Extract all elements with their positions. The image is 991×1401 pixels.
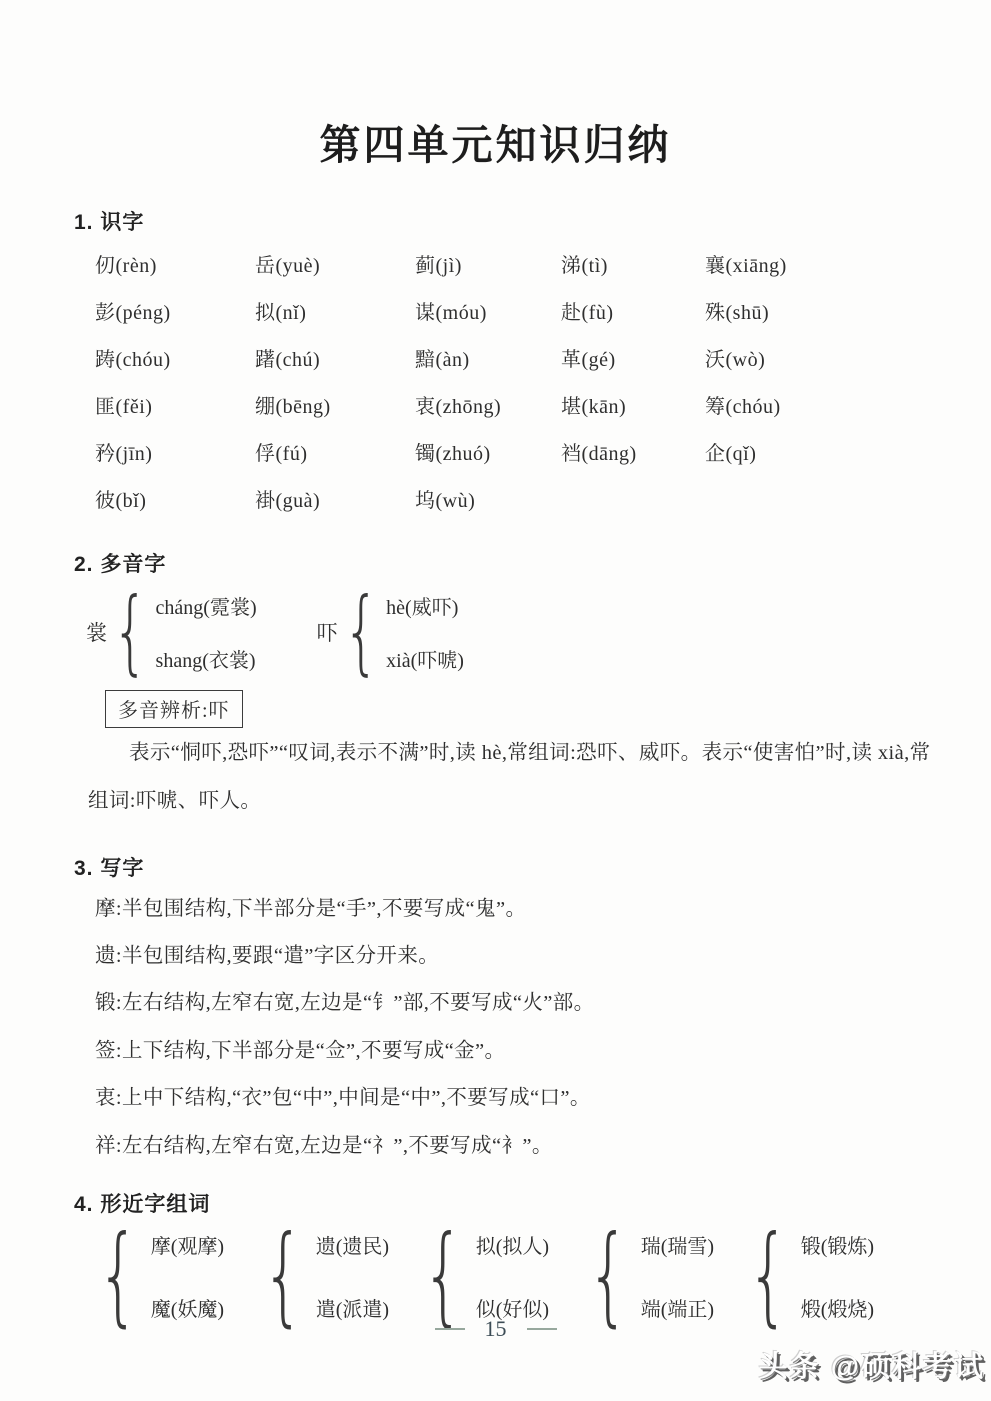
- section-heading-similar: 4. 形近字组词: [74, 1193, 211, 1216]
- section-heading-polyphonic: 2. 多音字: [74, 553, 167, 576]
- vocab-item: 镯(zhuó): [415, 443, 491, 465]
- similar-items: [476, 1230, 549, 1322]
- similar-group: [257, 1222, 417, 1330]
- left-brace-icon: [587, 1222, 630, 1330]
- left-brace-icon: [262, 1222, 305, 1330]
- reading-item: xià(吓唬): [386, 650, 464, 672]
- similar-items: [316, 1230, 389, 1322]
- vocab-item: 蓟(jì): [415, 255, 462, 277]
- similar-items: [151, 1230, 224, 1322]
- vocab-item: 彼(bǐ): [95, 490, 147, 512]
- writing-note: 摩:半包围结构,下半部分是“手”,不要写成“鬼”。: [95, 897, 527, 920]
- reading-item: hè(威吓): [386, 597, 459, 619]
- similar-item: 遗(遗民): [315, 1236, 390, 1258]
- similar-item: 端(端正): [640, 1299, 715, 1321]
- vocab-item: 矜(jīn): [95, 443, 153, 465]
- writing-notes: [95, 882, 935, 1166]
- vocab-item: 衷(zhōng): [415, 396, 502, 418]
- section-heading-recognition: 1. 识字: [74, 211, 145, 234]
- left-brace-icon: [422, 1222, 465, 1330]
- polyphonic-group: [86, 586, 257, 678]
- polyphonic-char: 裳: [86, 621, 107, 645]
- writing-note: 衷:上中下结构,“衣”包“中”,中间是“中”,不要写成“口”。: [95, 1087, 591, 1110]
- left-brace-icon: [97, 1222, 140, 1330]
- similar-char-groups: [92, 1222, 972, 1330]
- analysis-paragraph: 表示“恫吓,恐吓”“叹词,表示不满”时,读 hè,常组词:恐吓、威吓。表示“使害怕”时,读 xià,常组词:吓唬、吓人。: [88, 742, 931, 812]
- vocab-item: 筹(chóu): [705, 396, 781, 418]
- analysis-box-label: 多音辨析:吓: [105, 690, 243, 728]
- page-footer: [0, 1316, 991, 1342]
- left-brace-icon: [112, 586, 148, 678]
- vocab-item: 堪(kān): [561, 396, 627, 418]
- reading-item: cháng(霓裳): [155, 597, 257, 619]
- similar-group: [417, 1222, 582, 1330]
- left-brace-icon: [747, 1222, 790, 1330]
- page-title: 第四单元知识归纳: [319, 122, 672, 168]
- vocab-item: 沃(wò): [705, 349, 766, 371]
- similar-item: 魔(妖魔): [150, 1299, 225, 1321]
- similar-items: [641, 1230, 714, 1322]
- vocab-item: 拟(nǐ): [255, 302, 307, 324]
- vocab-item: 殊(shū): [705, 302, 770, 324]
- vocab-item: 彭(péng): [95, 302, 171, 324]
- footer-dash-icon: [435, 1328, 465, 1330]
- watermark: 头条 @硕科考试: [758, 1351, 985, 1383]
- vocab-item: 仞(rèn): [95, 255, 157, 277]
- similar-item: 煅(煅烧): [800, 1299, 875, 1321]
- vocab-item: 谋(móu): [415, 302, 487, 324]
- polyphonic-groups: [86, 586, 464, 678]
- footer-dash-icon: [527, 1328, 557, 1330]
- vocab-item: 坞(wù): [415, 490, 476, 512]
- vocab-item: 企(qǐ): [705, 443, 757, 465]
- page-number: 15: [484, 1316, 507, 1341]
- similar-item: 瑞(瑞雪): [640, 1236, 715, 1258]
- similar-item: 摩(观摩): [150, 1236, 225, 1258]
- vocab-item: 绷(bēng): [255, 396, 331, 418]
- similar-group: [92, 1222, 257, 1330]
- similar-group: [742, 1222, 874, 1330]
- polyphonic-readings: [156, 591, 257, 673]
- vocab-item: 俘(fú): [255, 443, 308, 465]
- vocab-item: 黯(àn): [415, 349, 470, 371]
- writing-note: 锻:左右结构,左窄右宽,左边是“钅”部,不要写成“火”部。: [95, 992, 595, 1015]
- left-brace-icon: [343, 586, 379, 678]
- polyphonic-group: [317, 586, 464, 678]
- similar-item: 遣(派遣): [315, 1299, 390, 1321]
- similar-item: 似(好似): [475, 1299, 550, 1321]
- vocab-item: 匪(fěi): [95, 396, 153, 418]
- writing-note: 签:上下结构,下半部分是“佥”,不要写成“金”。: [95, 1039, 506, 1062]
- vocab-grid: [95, 240, 945, 522]
- vocab-item: 涕(tì): [561, 255, 608, 277]
- similar-group: [582, 1222, 742, 1330]
- vocab-item: 褂(guà): [255, 490, 321, 512]
- vocab-item: 赴(fù): [561, 302, 614, 324]
- writing-note: 遗:半包围结构,要跟“遣”字区分开来。: [95, 945, 440, 968]
- writing-note: 祥:左右结构,左窄右宽,左边是“礻”,不要写成“衤”。: [95, 1134, 553, 1157]
- section-heading-writing: 3. 写字: [74, 857, 145, 880]
- vocab-item: 襄(xiāng): [705, 255, 787, 277]
- vocab-item: 岳(yuè): [255, 255, 321, 277]
- similar-item: 拟(拟人): [475, 1236, 550, 1258]
- similar-items: [801, 1230, 874, 1322]
- vocab-item: 躇(chú): [255, 349, 321, 371]
- similar-item: 锻(锻炼): [800, 1236, 875, 1258]
- reading-item: shang(衣裳): [155, 650, 256, 672]
- vocab-item: 裆(dāng): [561, 443, 637, 465]
- vocab-item: 踌(chóu): [95, 349, 171, 371]
- polyphonic-char: 吓: [316, 621, 338, 645]
- polyphonic-readings: [386, 591, 464, 673]
- vocab-item: 革(gé): [561, 349, 616, 371]
